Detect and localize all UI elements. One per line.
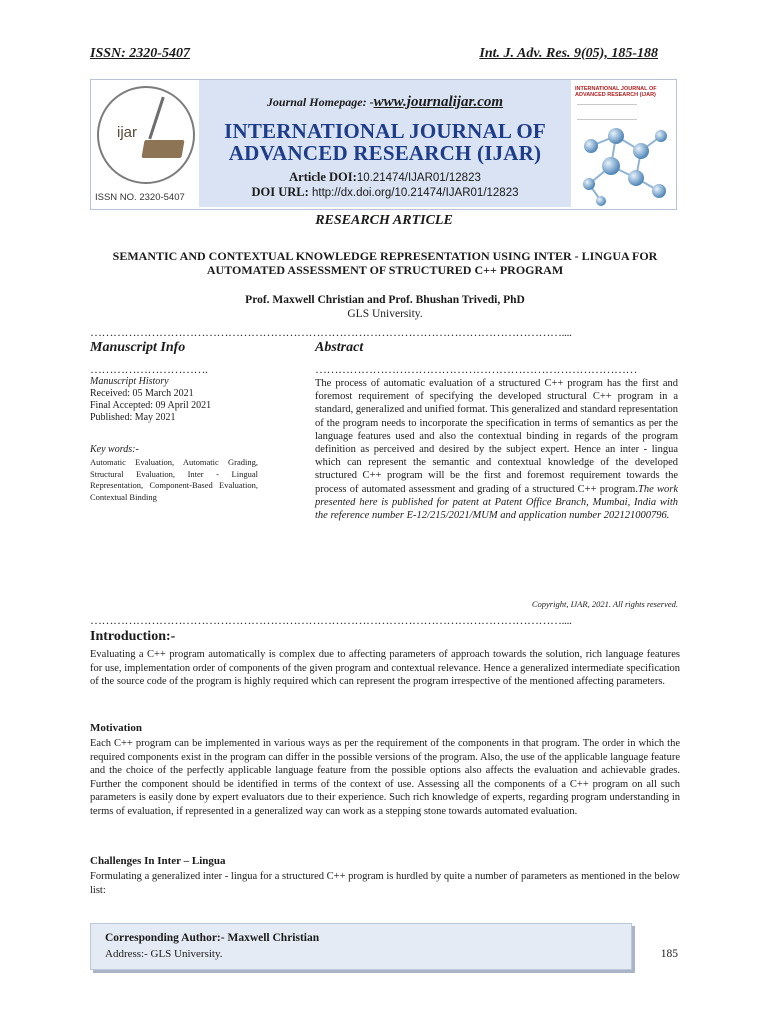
- quill-icon: [148, 97, 164, 140]
- history-label: Manuscript History: [90, 376, 169, 387]
- issn-header: ISSN: 2320-5407: [90, 46, 190, 61]
- cover-title: INTERNATIONAL JOURNAL OF ADVANCED RESEARCH (IJAR): [575, 86, 657, 98]
- journal-name-line1: INTERNATIONAL JOURNAL OF: [224, 119, 546, 143]
- received-date: Received: 05 March 2021: [90, 388, 194, 399]
- journal-name-line2: ADVANCED RESEARCH (IJAR): [228, 141, 542, 165]
- book-icon: [141, 140, 184, 158]
- introduction-heading: Introduction:-: [90, 629, 176, 644]
- challenges-heading: Challenges In Inter – Lingua: [90, 855, 226, 867]
- keywords-label: Key words:-: [90, 444, 139, 455]
- corresponding-author: Corresponding Author:- Maxwell Christian: [105, 932, 320, 944]
- accepted-date: Final Accepted: 09 April 2021: [90, 400, 212, 411]
- author-address: Address:- GLS University.: [105, 948, 223, 960]
- doi-value[interactable]: 10.21474/IJAR01/12823: [356, 172, 481, 184]
- introduction-text: Evaluating a C++ program automatically is complex due to affecting parameters of approach towards the solution, rich language features for use, implementation order of components of the given program and contextual relevance. Hence a generalized intermediate specification of the source code of the program is highly required which can represent the program irrespective of the mentioned affecting parameters.: [90, 649, 680, 687]
- article-doi: [199, 170, 571, 185]
- logo-emblem: [97, 86, 195, 184]
- authors: Prof. Maxwell Christian and Prof. Bhushan Trivedi, PhD: [245, 294, 525, 306]
- motivation-heading: Motivation: [90, 722, 142, 734]
- homepage-label: Journal Homepage: -: [266, 95, 374, 109]
- molecule-icon: [571, 116, 676, 207]
- manuscript-info-heading: Manuscript Info: [90, 340, 186, 355]
- article-type: RESEARCH ARTICLE: [315, 213, 453, 228]
- doi-url-link[interactable]: http://dx.doi.org/10.21474/IJAR01/12823: [311, 187, 519, 199]
- doi-label: Article DOI:: [289, 170, 357, 184]
- dotted-divider-right: …………………………………………………………………………: [315, 362, 637, 376]
- copyright-notice: Copyright, IJAR, 2021. All rights reserved.: [531, 599, 678, 609]
- abstract-body: The process of automatic evaluation of a structured C++ program has the first and foremost requirement of specifying the developed structural C++ program in a standard, generalized and unified format. This generalized and standard representation of the program needs to incorporate the specification in terms of semantics as per the language features used and also the contextual binding in regards of the program definition as perceived and desired by the subject expert. Hence an inter - lingua which can represent the semantic and contextual knowledge of the developed structured C++ program will be the first and foremost requirement towards the process of automated assessment and grading of a structured C++ program.: [315, 378, 678, 495]
- journal-name: [199, 120, 571, 164]
- logo-issn: ISSN NO. 2320-5407: [95, 192, 185, 203]
- banner-title-area: [199, 80, 571, 207]
- keywords: Automatic Evaluation, Automatic Grading, Structural Evaluation, Inter - Lingual Representation, Component-Based Evaluation, Contextual Binding: [90, 457, 258, 502]
- doi-url-label: DOI URL:: [251, 185, 309, 199]
- dotted-divider: ……………………………………………………………………………………………………………....: [90, 326, 572, 338]
- journal-homepage: [199, 94, 571, 111]
- affiliation: GLS University.: [347, 308, 423, 320]
- citation-header: Int. J. Adv. Res. 9(05), 185-188: [479, 46, 658, 61]
- journal-cover-image: [571, 80, 676, 207]
- challenges-text: Formulating a generalized inter - lingua for a structured C++ program is hurdled by quite a number of parameters as mentioned in the below list:: [90, 871, 680, 896]
- motivation-text: Each C++ program can be implemented in various ways as per the requirement of the components in that program. The order in which the required components exist in the program can differ in the possible versions of the program. Also, the use of the applicable language feature and the choice of the perfectly applicable language feature from the possible options also affects the evaluation and achievable grades. Further the component should be identified in terms of the context of use. Assessing all the components of a C++ program on all such parameters is easily done by expert evaluators due to their experience. Such rich knowledge of experts, regarding program understanding in terms of evaluation, if represented in a generalized way can work as a stepping stone towards automated evaluation.: [90, 738, 680, 817]
- corresponding-author-box: [90, 923, 632, 970]
- published-date: Published: May 2021: [90, 412, 176, 423]
- page-number: 185: [660, 948, 678, 960]
- dotted-divider-left: ………………………….: [90, 362, 208, 376]
- journal-logo: [91, 80, 199, 207]
- journal-banner: [90, 79, 677, 210]
- paper-title: SEMANTIC AND CONTEXTUAL KNOWLEDGE REPRESENTATION USING INTER - LINGUA FOR AUTOMATED ASSESSMENT OF STRUCTURED C++ PROGRAM: [112, 249, 658, 277]
- manuscript-history: [90, 376, 260, 424]
- abstract-patent-note: The work presented here is published for patent at Patent Office Branch, Mumbai, India with the reference number E-12/215/2021/MUM and application number 202121000796.: [315, 483, 679, 522]
- doi-url: [199, 185, 571, 200]
- abstract-heading: Abstract: [315, 340, 364, 355]
- logo-text: ijar: [117, 124, 138, 141]
- dotted-divider: ……………………………………………………………………………………………………………....: [90, 614, 572, 626]
- homepage-link[interactable]: www.journalijar.com: [373, 94, 504, 110]
- abstract-text: [315, 377, 678, 522]
